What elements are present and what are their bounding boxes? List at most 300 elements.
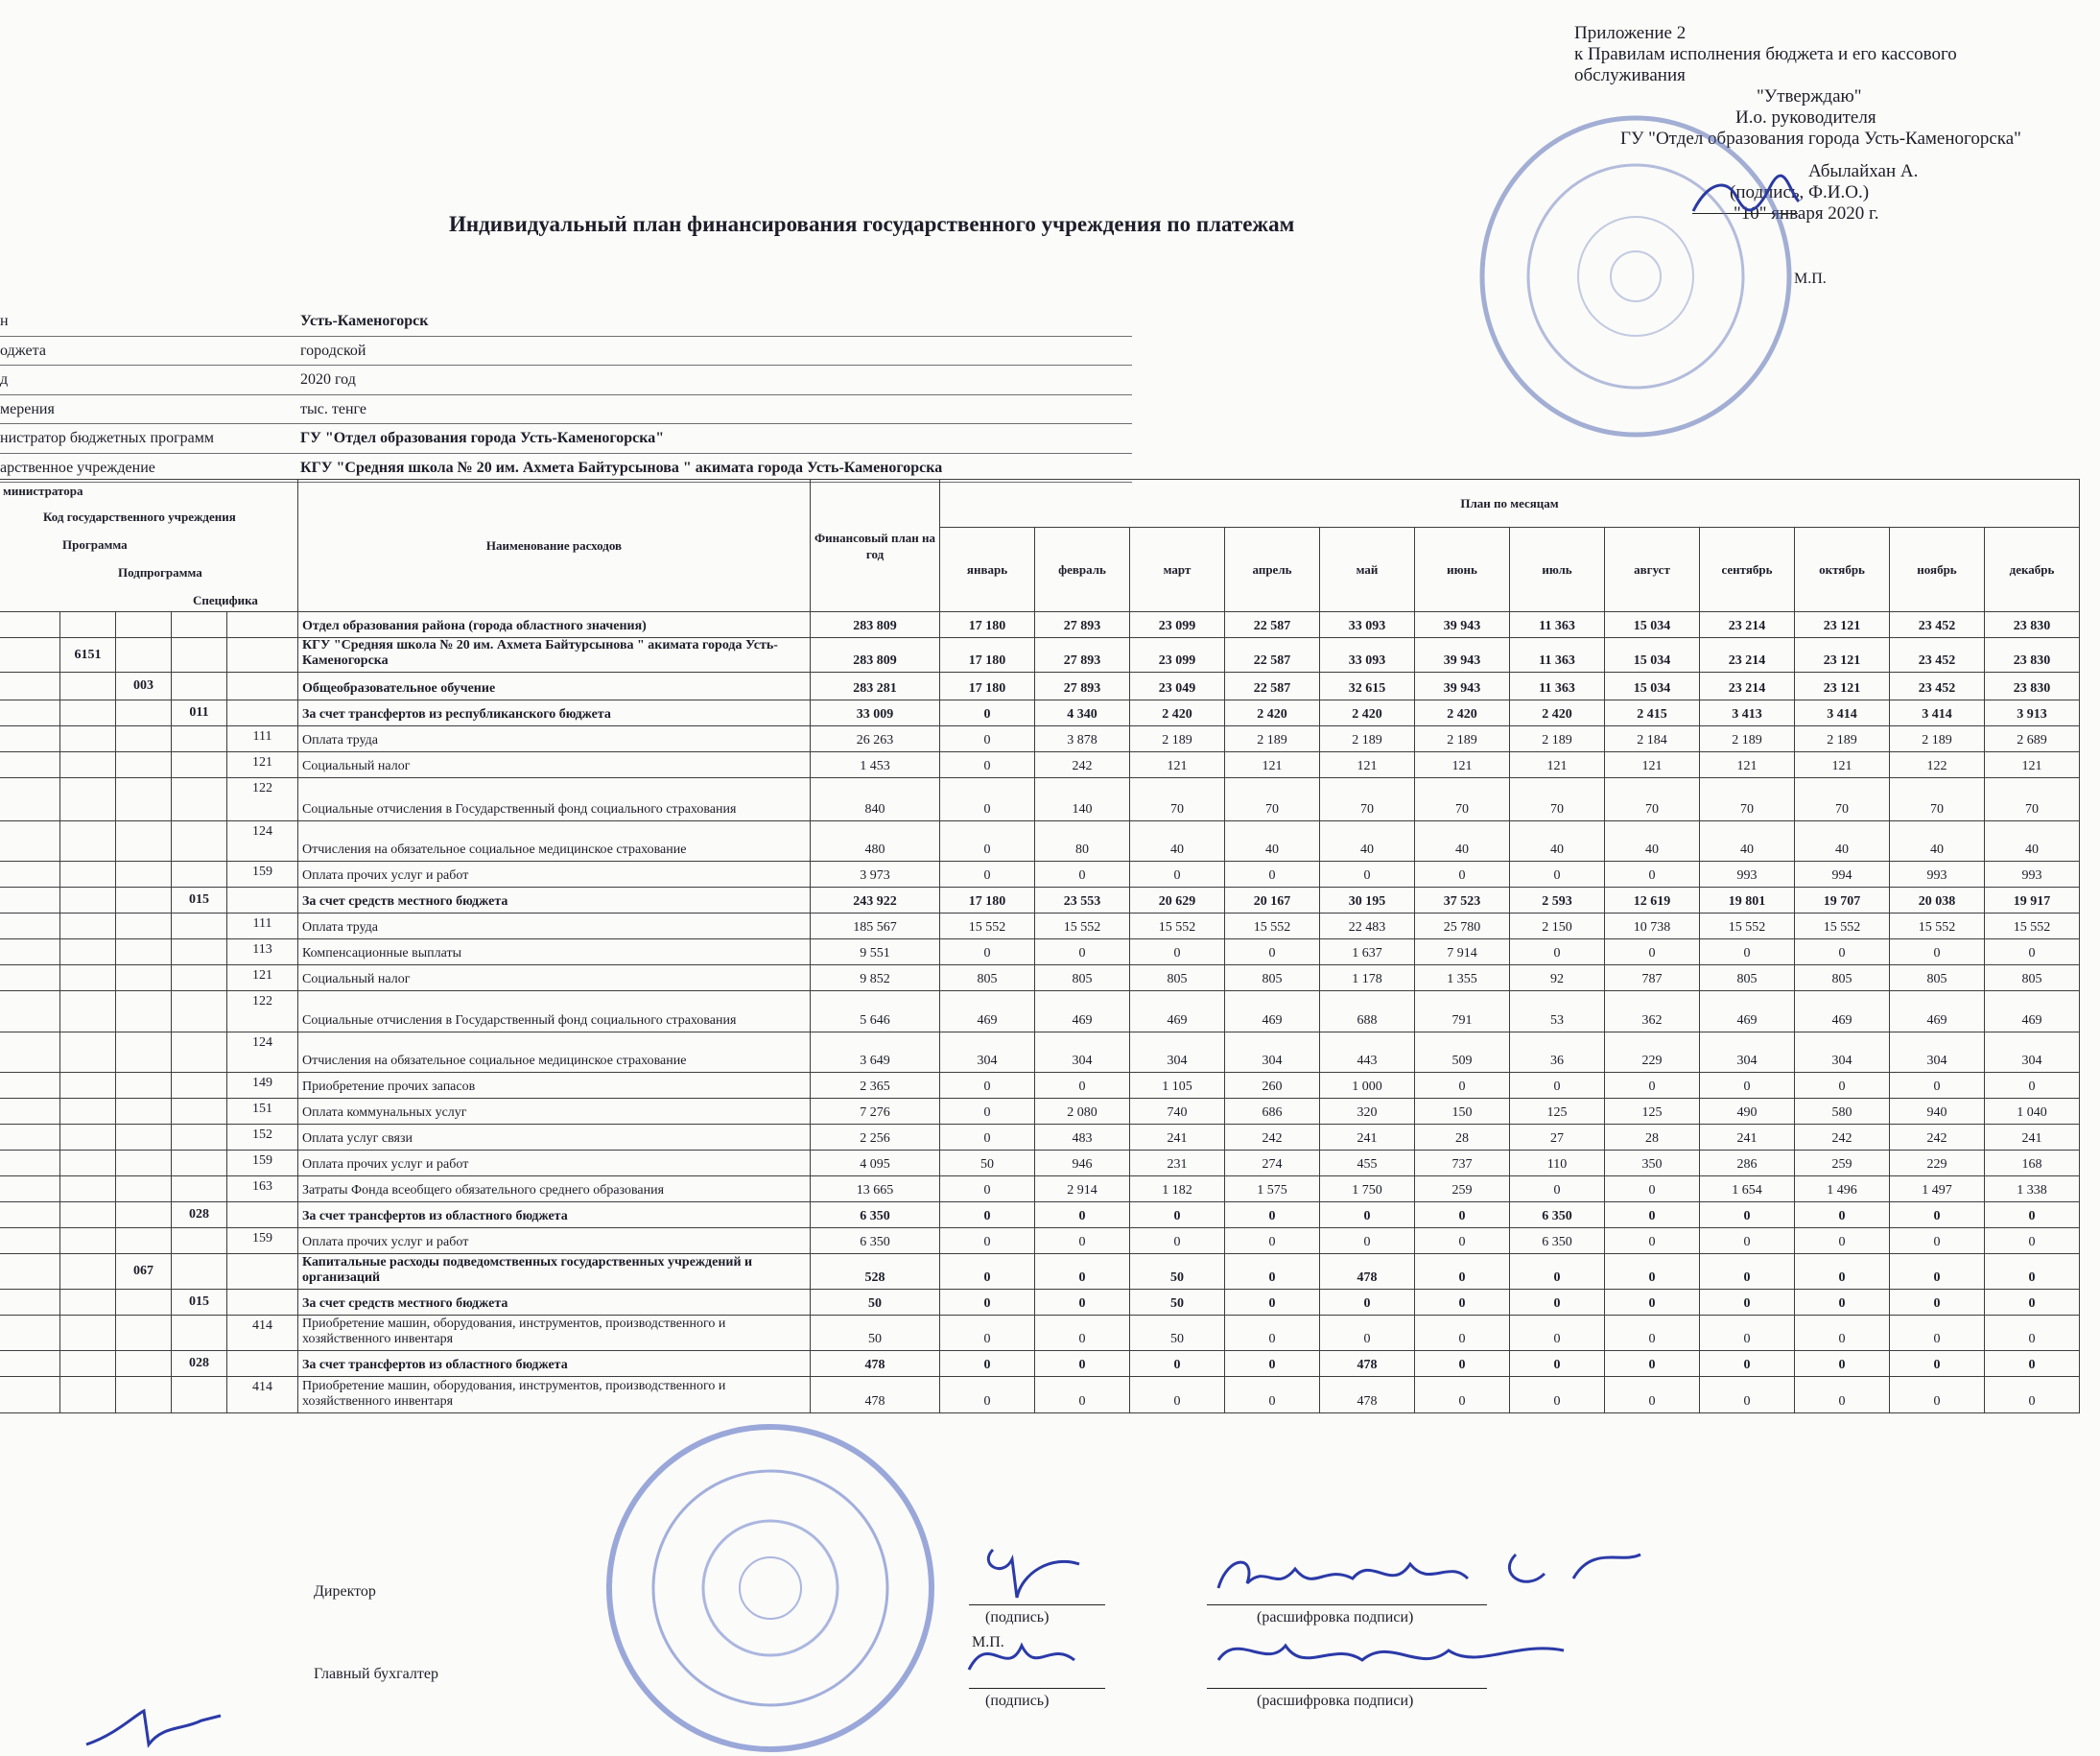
cell-month: 362	[1605, 991, 1700, 1032]
cell-month: 70	[1890, 778, 1985, 821]
cell-month: 1 178	[1320, 965, 1415, 991]
cell-spec: 111	[227, 914, 298, 939]
cell-month: 0	[1985, 1351, 2080, 1377]
document-title: Индивидуальный план финансирования государственного учреждения по платежам	[449, 212, 1295, 236]
cell-month: 122	[1890, 752, 1985, 778]
header-month: декабрь	[1985, 528, 2080, 612]
cell-month: 40	[1510, 821, 1605, 862]
cell-name: За счет трансфертов из республиканского бюджета	[298, 700, 811, 726]
budget-table	[0, 479, 2080, 1413]
cell-spec: 122	[227, 991, 298, 1032]
cell-month: 0	[1130, 1228, 1225, 1254]
table-row	[0, 1351, 2080, 1377]
cell-month: 0	[1795, 1351, 1890, 1377]
cell-admin	[0, 726, 60, 752]
cell-sub	[172, 673, 227, 700]
accountant-sign-caption: (подпись)	[985, 1693, 1050, 1709]
cell-sub: 015	[172, 1290, 227, 1316]
cell-month: 241	[1985, 1125, 2080, 1151]
cell-month: 22 483	[1320, 914, 1415, 939]
signature-mp: М.П.	[972, 1634, 1004, 1650]
table-row	[0, 1228, 2080, 1254]
cell-month: 33 093	[1320, 638, 1415, 673]
accountant-label: Главный бухгалтер	[314, 1666, 438, 1682]
annex-label: Приложение 2	[1574, 23, 1687, 43]
header-specific: Специфика	[193, 593, 258, 607]
cell-month: 0	[1510, 939, 1605, 965]
cell-month: 469	[1985, 991, 2080, 1032]
cell-month: 469	[1130, 991, 1225, 1032]
cell-total: 185 567	[811, 914, 940, 939]
cell-spec	[227, 700, 298, 726]
cell-month: 11 363	[1510, 638, 1605, 673]
cell-org	[60, 673, 116, 700]
cell-org	[60, 1073, 116, 1099]
cell-month: 0	[1795, 1073, 1890, 1099]
cell-prog	[116, 1351, 172, 1377]
cell-month: 3 413	[1700, 700, 1795, 726]
cell-admin	[0, 1032, 60, 1073]
cell-month: 121	[1130, 752, 1225, 778]
top-stamp-icon	[1473, 104, 1799, 449]
cell-month: 150	[1415, 1099, 1510, 1125]
cell-spec	[227, 1351, 298, 1377]
cell-prog	[116, 638, 172, 673]
cell-month: 28	[1415, 1125, 1510, 1151]
cell-prog	[116, 752, 172, 778]
cell-month: 15 552	[1225, 914, 1320, 939]
cell-spec: 159	[227, 1228, 298, 1254]
info-value: Усть-Каменогорск	[300, 313, 429, 329]
cell-month: 469	[940, 991, 1035, 1032]
cell-name: Отчисления на обязательное социальное медицинское страхование	[298, 821, 811, 862]
cell-prog	[116, 612, 172, 638]
table-row	[0, 612, 2080, 638]
cell-month: 121	[1510, 752, 1605, 778]
cell-prog	[116, 1377, 172, 1413]
cell-month: 27 893	[1035, 612, 1130, 638]
cell-month: 0	[940, 1099, 1035, 1125]
cell-month: 17 180	[940, 888, 1035, 914]
info-value: тыс. тенге	[300, 400, 366, 417]
cell-name: Социальные отчисления в Государственный фонд социального страхования	[298, 991, 811, 1032]
cell-month: 2 080	[1035, 1099, 1130, 1125]
cell-prog: 003	[116, 673, 172, 700]
cell-month: 23 121	[1795, 638, 1890, 673]
cell-prog	[116, 914, 172, 939]
table-row	[0, 1290, 2080, 1316]
cell-sub	[172, 778, 227, 821]
table-row	[0, 1099, 2080, 1125]
cell-month: 23 121	[1795, 612, 1890, 638]
cell-month: 0	[1415, 1202, 1510, 1228]
cell-name: Компенсационные выплаты	[298, 939, 811, 965]
cell-month: 0	[1035, 1073, 1130, 1099]
cell-month: 1 496	[1795, 1176, 1890, 1202]
cell-month: 241	[1700, 1125, 1795, 1151]
approval-date: "10" января 2020 г.	[1734, 203, 1879, 224]
cell-month: 1 000	[1320, 1073, 1415, 1099]
cell-month: 2 150	[1510, 914, 1605, 939]
cell-prog	[116, 1151, 172, 1176]
cell-month: 39 943	[1415, 612, 1510, 638]
cell-month: 0	[1510, 1176, 1605, 1202]
cell-admin	[0, 914, 60, 939]
cell-sub: 028	[172, 1202, 227, 1228]
cell-org	[60, 914, 116, 939]
cell-admin	[0, 752, 60, 778]
cell-total: 283 809	[811, 638, 940, 673]
cell-sub	[172, 612, 227, 638]
cell-month: 286	[1700, 1151, 1795, 1176]
cell-month: 22 587	[1225, 638, 1320, 673]
cell-month: 0	[1035, 1228, 1130, 1254]
cell-sub	[172, 1176, 227, 1202]
cell-month: 0	[1795, 1377, 1890, 1413]
cell-month: 229	[1890, 1151, 1985, 1176]
cell-month: 0	[1700, 1290, 1795, 1316]
cell-month: 469	[1795, 991, 1890, 1032]
cell-name: Оплата труда	[298, 914, 811, 939]
cell-month: 241	[1320, 1125, 1415, 1151]
cell-name: КГУ "Средняя школа № 20 им. Ахмета Байтурсынова " акимата города Усть-Каменогорска	[298, 638, 811, 673]
cell-month: 0	[1890, 939, 1985, 965]
corner-initials-icon	[77, 1706, 230, 1752]
cell-org	[60, 1125, 116, 1151]
cell-total: 283 809	[811, 612, 940, 638]
cell-month: 70	[1700, 778, 1795, 821]
cell-admin	[0, 821, 60, 862]
cell-month: 0	[1320, 862, 1415, 888]
cell-month: 0	[1225, 1228, 1320, 1254]
cell-month: 50	[940, 1151, 1035, 1176]
cell-org	[60, 991, 116, 1032]
cell-org	[60, 778, 116, 821]
cell-month: 19 917	[1985, 888, 2080, 914]
cell-month: 0	[1605, 1316, 1700, 1351]
cell-month: 168	[1985, 1151, 2080, 1176]
table-row	[0, 1151, 2080, 1176]
cell-month: 0	[1605, 1254, 1700, 1290]
cell-name: За счет трансфертов из областного бюджета	[298, 1351, 811, 1377]
cell-month: 0	[1225, 1377, 1320, 1413]
cell-total: 3 973	[811, 862, 940, 888]
cell-sub	[172, 914, 227, 939]
cell-month: 483	[1035, 1125, 1130, 1151]
cell-total: 528	[811, 1254, 940, 1290]
cell-month: 0	[1890, 1202, 1985, 1228]
cell-total: 243 922	[811, 888, 940, 914]
cell-name: Оплата коммунальных услуг	[298, 1099, 811, 1125]
cell-month: 0	[1510, 1254, 1605, 1290]
cell-month: 1 338	[1985, 1176, 2080, 1202]
cell-sub	[172, 1151, 227, 1176]
info-value: городской	[300, 342, 366, 359]
cell-month: 10 738	[1605, 914, 1700, 939]
cell-month: 50	[1130, 1254, 1225, 1290]
cell-month: 27	[1510, 1125, 1605, 1151]
cell-total: 6 350	[811, 1202, 940, 1228]
cell-month: 0	[1605, 1176, 1700, 1202]
cell-month: 19 801	[1700, 888, 1795, 914]
table-row	[0, 1176, 2080, 1202]
cell-month: 17 180	[940, 673, 1035, 700]
cell-month: 39 943	[1415, 673, 1510, 700]
cell-spec: 113	[227, 939, 298, 965]
cell-month: 2 189	[1890, 726, 1985, 752]
cell-prog	[116, 965, 172, 991]
cell-month: 1 497	[1890, 1176, 1985, 1202]
header-subprogram: Подпрограмма	[118, 565, 202, 580]
cell-month: 0	[1130, 862, 1225, 888]
cell-month: 70	[1510, 778, 1605, 821]
cell-org	[60, 726, 116, 752]
cell-org	[60, 612, 116, 638]
table-row	[0, 939, 2080, 965]
cell-org	[60, 1228, 116, 1254]
cell-month: 0	[1985, 939, 2080, 965]
cell-month: 23 214	[1700, 673, 1795, 700]
cell-month: 15 552	[1890, 914, 1985, 939]
cell-month: 23 452	[1890, 638, 1985, 673]
header-name: Наименование расходов	[298, 480, 811, 612]
cell-month: 70	[1225, 778, 1320, 821]
info-row-city	[0, 307, 1132, 337]
cell-sub	[172, 1099, 227, 1125]
cell-month: 0	[1130, 1202, 1225, 1228]
cell-month: 0	[1890, 1316, 1985, 1351]
info-value: 2020 год	[300, 371, 356, 388]
cell-prog	[116, 821, 172, 862]
cell-month: 23 830	[1985, 638, 2080, 673]
cell-month: 125	[1605, 1099, 1700, 1125]
cell-month: 40	[1605, 821, 1700, 862]
cell-month: 70	[1605, 778, 1700, 821]
cell-admin	[0, 862, 60, 888]
cell-spec: 159	[227, 1151, 298, 1176]
cell-spec	[227, 1202, 298, 1228]
info-row-admin	[0, 424, 1132, 454]
cell-month: 0	[940, 1202, 1035, 1228]
cell-month: 25 780	[1415, 914, 1510, 939]
cell-name: Приобретение машин, оборудования, инструментов, производственного и хозяйственного инвентаря	[298, 1377, 811, 1413]
cell-month: 320	[1320, 1099, 1415, 1125]
approver-sig-caption: (подпись, Ф.И.О.)	[1730, 182, 1870, 202]
cell-month: 4 340	[1035, 700, 1130, 726]
cell-month: 478	[1320, 1254, 1415, 1290]
cell-month: 3 913	[1985, 700, 2080, 726]
cell-admin	[0, 612, 60, 638]
cell-prog	[116, 1290, 172, 1316]
cell-spec: 111	[227, 726, 298, 752]
cell-month: 791	[1415, 991, 1510, 1032]
cell-prog	[116, 1176, 172, 1202]
cell-org	[60, 1202, 116, 1228]
cell-month: 11 363	[1510, 673, 1605, 700]
header-month: сентябрь	[1700, 528, 1795, 612]
director-sign-caption: (подпись)	[985, 1609, 1050, 1625]
cell-month: 0	[1035, 1290, 1130, 1316]
cell-month: 490	[1700, 1099, 1795, 1125]
cell-org	[60, 700, 116, 726]
cell-sub	[172, 1032, 227, 1073]
cell-month: 993	[1985, 862, 2080, 888]
cell-month: 0	[1225, 862, 1320, 888]
cell-spec	[227, 1290, 298, 1316]
cell-month: 0	[1225, 1351, 1320, 1377]
cell-month: 30 195	[1320, 888, 1415, 914]
cell-month: 2 189	[1130, 726, 1225, 752]
cell-month: 469	[1890, 991, 1985, 1032]
cell-total: 2 365	[811, 1073, 940, 1099]
cell-month: 304	[940, 1032, 1035, 1073]
cell-spec: 124	[227, 1032, 298, 1073]
cell-prog	[116, 939, 172, 965]
cell-month: 0	[1510, 1377, 1605, 1413]
cell-month: 23 049	[1130, 673, 1225, 700]
cell-month: 0	[1605, 1202, 1700, 1228]
cell-month: 304	[1985, 1032, 2080, 1073]
cell-month: 0	[1605, 1228, 1700, 1254]
cell-month: 304	[1795, 1032, 1890, 1073]
cell-month: 0	[1035, 1254, 1130, 1290]
cell-month: 7 914	[1415, 939, 1510, 965]
cell-month: 0	[1795, 1228, 1890, 1254]
cell-spec: 124	[227, 821, 298, 862]
cell-org	[60, 1032, 116, 1073]
cell-name: За счет средств местного бюджета	[298, 1290, 811, 1316]
cell-month: 0	[1700, 1073, 1795, 1099]
cell-month: 121	[1985, 752, 2080, 778]
info-value: КГУ "Средняя школа № 20 им. Ахмета Байтурсынова " акимата города Усть-Каменогорска	[300, 459, 943, 476]
header-program: Программа	[62, 537, 128, 552]
cell-org	[60, 1290, 116, 1316]
cell-month: 0	[1890, 1228, 1985, 1254]
cell-month: 2 420	[1130, 700, 1225, 726]
cell-month: 11 363	[1510, 612, 1605, 638]
cell-month: 0	[940, 821, 1035, 862]
table-row	[0, 673, 2080, 700]
cell-month: 23 214	[1700, 612, 1795, 638]
cell-org	[60, 1351, 116, 1377]
cell-month: 40	[1320, 821, 1415, 862]
cell-spec: 122	[227, 778, 298, 821]
cell-month: 2 189	[1415, 726, 1510, 752]
cell-month: 0	[940, 1228, 1035, 1254]
cell-month: 0	[1035, 1316, 1130, 1351]
cell-org	[60, 965, 116, 991]
cell-month: 0	[1320, 1228, 1415, 1254]
cell-name: Отдел образования района (города областного значения)	[298, 612, 811, 638]
cell-month: 0	[1700, 1351, 1795, 1377]
cell-month: 0	[1700, 1377, 1795, 1413]
cell-org	[60, 752, 116, 778]
cell-name: Затраты Фонда всеобщего обязательного среднего образования	[298, 1176, 811, 1202]
accountant-decode-caption: (расшифровка подписи)	[1257, 1693, 1414, 1709]
cell-month: 0	[1035, 939, 1130, 965]
cell-month: 3 878	[1035, 726, 1130, 752]
cell-org	[60, 1099, 116, 1125]
cell-month: 478	[1320, 1351, 1415, 1377]
cell-sub	[172, 862, 227, 888]
cell-month: 15 034	[1605, 612, 1700, 638]
info-label: арственное учреждение	[0, 459, 155, 476]
cell-month: 37 523	[1415, 888, 1510, 914]
cell-month: 0	[1700, 1202, 1795, 1228]
header-month: октябрь	[1795, 528, 1890, 612]
cell-month: 940	[1890, 1099, 1985, 1125]
cell-month: 2 420	[1225, 700, 1320, 726]
cell-month: 2 189	[1795, 726, 1890, 752]
cell-spec	[227, 1254, 298, 1290]
approver-signature-icon	[1688, 173, 1804, 221]
cell-month: 469	[1700, 991, 1795, 1032]
cell-admin	[0, 965, 60, 991]
info-label: н	[0, 313, 9, 329]
cell-total: 478	[811, 1351, 940, 1377]
table-row	[0, 965, 2080, 991]
cell-spec: 121	[227, 752, 298, 778]
cell-month: 0	[1985, 1316, 2080, 1351]
table-row	[0, 752, 2080, 778]
cell-month: 27 893	[1035, 673, 1130, 700]
cell-spec: 152	[227, 1125, 298, 1151]
cell-month: 805	[940, 965, 1035, 991]
cell-month: 805	[1130, 965, 1225, 991]
cell-month: 580	[1795, 1099, 1890, 1125]
info-row-budget	[0, 337, 1132, 367]
cell-month: 805	[1035, 965, 1130, 991]
cell-month: 0	[1225, 1254, 1320, 1290]
cell-month: 0	[1700, 939, 1795, 965]
cell-month: 33 093	[1320, 612, 1415, 638]
cell-month: 40	[1985, 821, 2080, 862]
cell-name: Оплата прочих услуг и работ	[298, 1151, 811, 1176]
cell-admin	[0, 1254, 60, 1290]
cell-sub	[172, 726, 227, 752]
cell-month: 740	[1130, 1099, 1225, 1125]
table-row	[0, 914, 2080, 939]
approver-name: Абылайхан А.	[1808, 161, 1919, 181]
director-decode-handwriting-icon	[1209, 1535, 1660, 1612]
cell-admin	[0, 778, 60, 821]
cell-prog	[116, 1032, 172, 1073]
table-row	[0, 862, 2080, 888]
cell-admin	[0, 1073, 60, 1099]
cell-org	[60, 1316, 116, 1351]
cell-month: 805	[1225, 965, 1320, 991]
cell-month: 23 214	[1700, 638, 1795, 673]
cell-month: 0	[1415, 1254, 1510, 1290]
cell-month: 0	[1985, 1202, 2080, 1228]
cell-month: 0	[940, 1290, 1035, 1316]
cell-month: 2 189	[1225, 726, 1320, 752]
table-row	[0, 1254, 2080, 1290]
cell-month: 20 629	[1130, 888, 1225, 914]
cell-month: 993	[1890, 862, 1985, 888]
cell-org	[60, 1151, 116, 1176]
cell-admin	[0, 700, 60, 726]
table-row	[0, 888, 2080, 914]
cell-month: 469	[1225, 991, 1320, 1032]
table-row	[0, 638, 2080, 673]
cell-admin	[0, 1316, 60, 1351]
cell-month: 0	[1415, 862, 1510, 888]
cell-month: 0	[1320, 1316, 1415, 1351]
cell-sub	[172, 1125, 227, 1151]
cell-month: 23 830	[1985, 673, 2080, 700]
cell-month: 0	[1605, 862, 1700, 888]
